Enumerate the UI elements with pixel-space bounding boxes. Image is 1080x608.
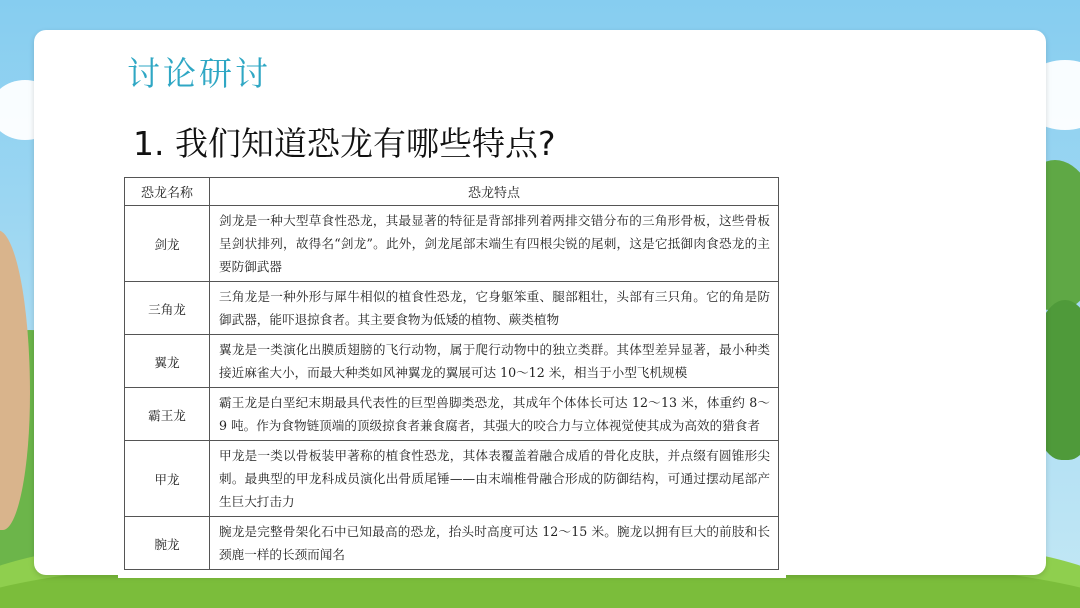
dino-name: 霸王龙 <box>125 388 210 441</box>
dino-desc: 翼龙是一类演化出膜质翅膀的飞行动物，属于爬行动物中的独立类群。其体型差异显著，最小种类接近麻雀大小，而最大种类如风神翼龙的翼展可达 10～12 米，相当于小型飞机规模 <box>210 335 779 388</box>
table-row <box>125 282 779 335</box>
dino-name: 翼龙 <box>125 335 210 388</box>
header-features: 恐龙特点 <box>210 178 779 206</box>
dinosaur-table-panel <box>118 174 786 578</box>
table-row <box>125 206 779 282</box>
dino-name: 甲龙 <box>125 441 210 517</box>
table-row <box>125 388 779 441</box>
dino-name: 剑龙 <box>125 206 210 282</box>
dinosaur-table <box>124 177 779 570</box>
dino-name: 三角龙 <box>125 282 210 335</box>
table-header-row <box>125 178 779 206</box>
table-row <box>125 335 779 388</box>
question-text: 1. 我们知道恐龙有哪些特点? <box>133 124 556 163</box>
table-row <box>125 517 779 570</box>
table-row <box>125 441 779 517</box>
dino-desc: 甲龙是一类以骨板装甲著称的植食性恐龙，其体表覆盖着融合成盾的骨化皮肤，并点缀有圆锥形尖刺。最典型的甲龙科成员演化出骨质尾锤——由末端椎骨融合形成的防御结构，可通过摆动尾部产生巨大打击力 <box>210 441 779 517</box>
dino-desc: 腕龙是完整骨架化石中已知最高的恐龙，抬头时高度可达 12～15 米。腕龙以拥有巨大的前肢和长颈鹿一样的长颈而闻名 <box>210 517 779 570</box>
slide-title: 讨论研讨 <box>127 54 271 93</box>
dino-name: 腕龙 <box>125 517 210 570</box>
header-name: 恐龙名称 <box>125 178 210 206</box>
dino-desc: 霸王龙是白垩纪末期最具代表性的巨型兽脚类恐龙，其成年个体体长可达 12～13 米，体重约 8～9 吨。作为食物链顶端的顶级掠食者兼食腐者，其强大的咬合力与立体视觉使其成为高效的猎食者 <box>210 388 779 441</box>
dino-desc: 剑龙是一种大型草食性恐龙，其最显著的特征是背部排列着两排交错分布的三角形骨板，这些骨板呈剑状排列，故得名“剑龙”。此外，剑龙尾部末端生有四根尖锐的尾刺，这是它抵御肉食恐龙的主要防御武器 <box>210 206 779 282</box>
dino-desc: 三角龙是一种外形与犀牛相似的植食性恐龙，它身躯笨重、腿部粗壮，头部有三只角。它的角是防御武器，能吓退掠食者。其主要食物为低矮的植物、蕨类植物 <box>210 282 779 335</box>
